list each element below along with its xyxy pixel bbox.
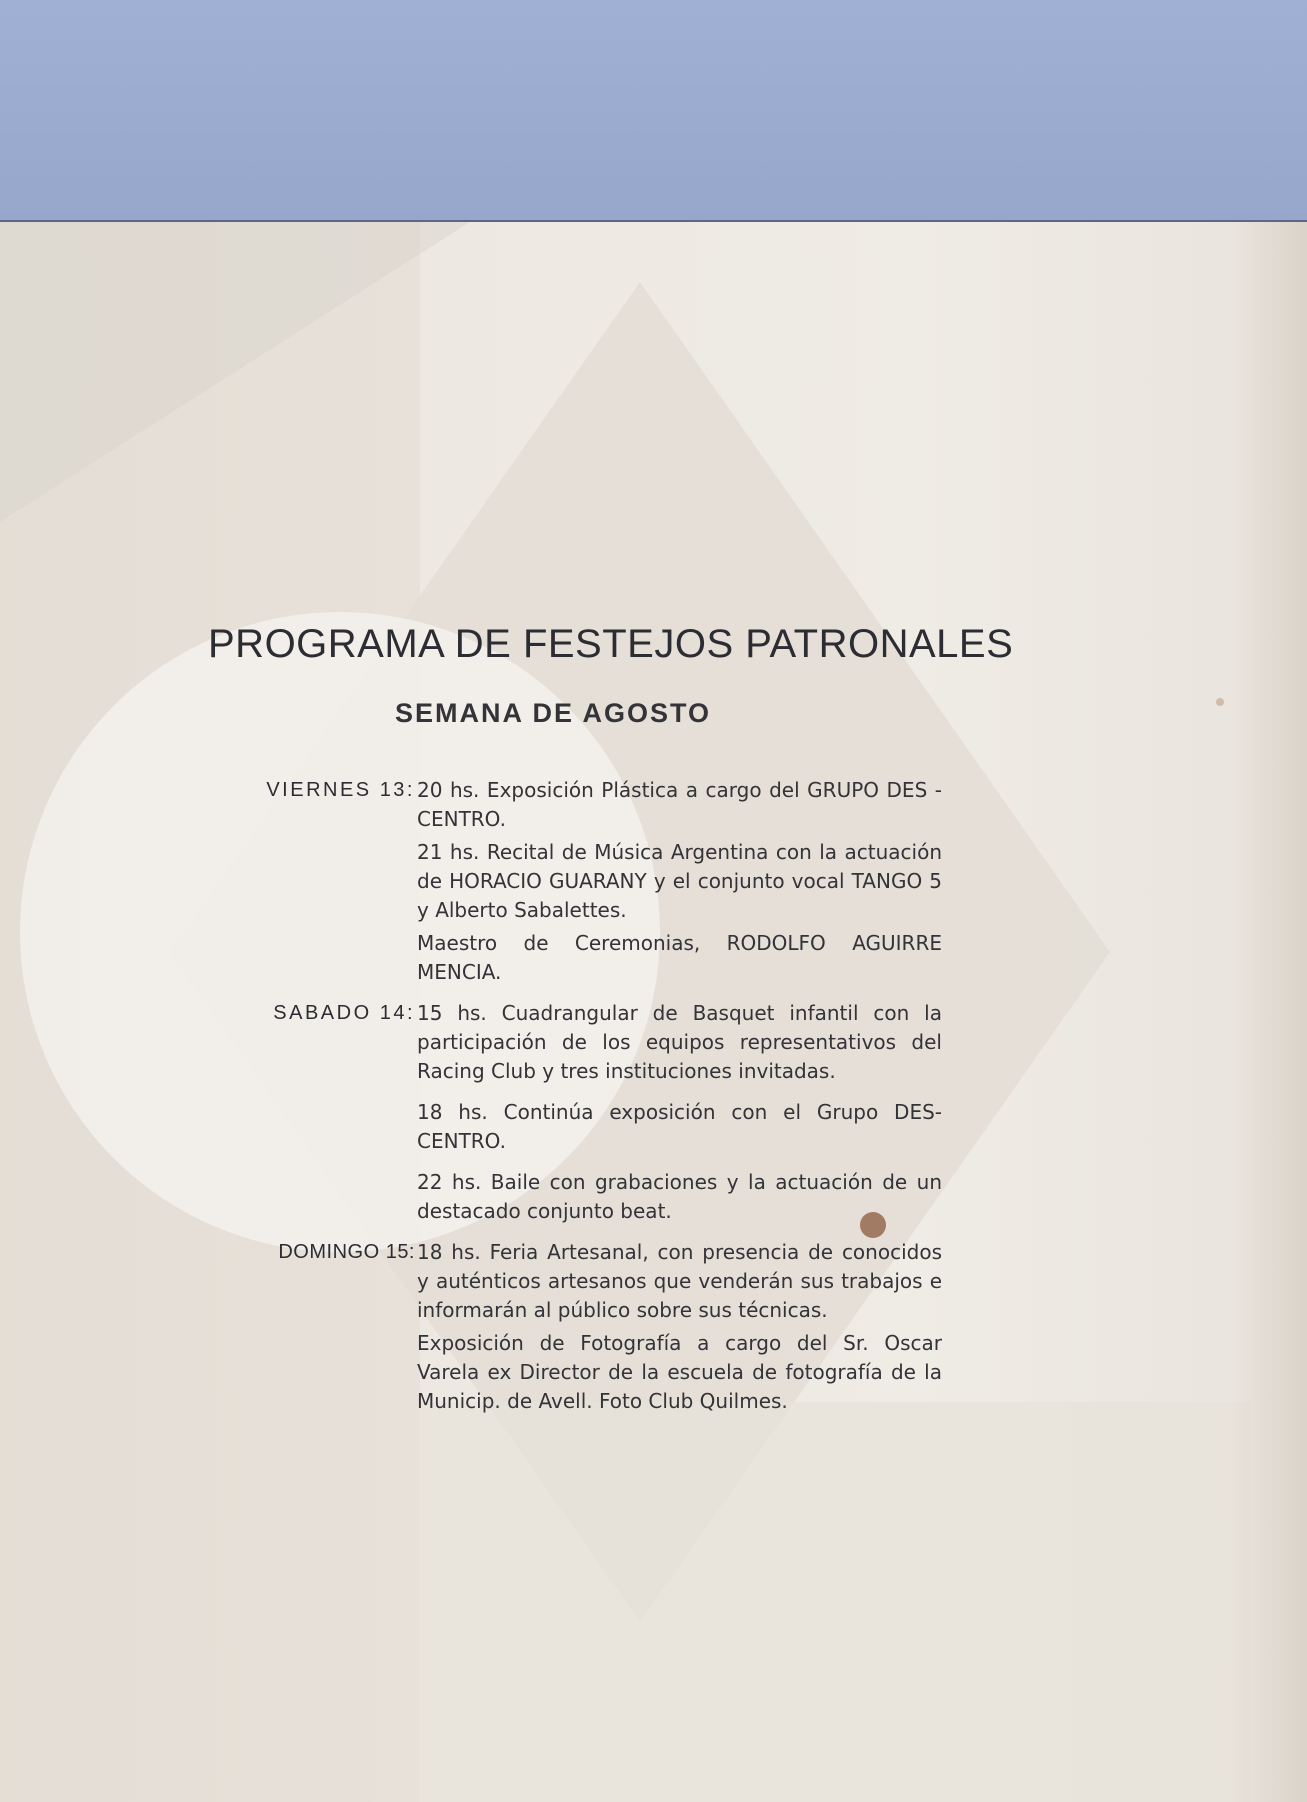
- schedule-entry: 20 hs. Exposición Plástica a cargo del GRUPO DES - CENTRO.: [417, 778, 942, 831]
- day-label: VIERNES 13:: [266, 779, 415, 801]
- day-label: DOMINGO 15:: [278, 1241, 415, 1263]
- schedule-entry: 15 hs. Cuadrangular de Basquet infantil con la participación de los equipos representativos del Racing Club y tres instituciones invitadas.: [417, 1001, 942, 1083]
- day-sunday: [248, 1238, 948, 1420]
- program-content: [0, 222, 1307, 1802]
- day-label: SABADO 14:: [273, 1002, 415, 1024]
- program-schedule: [248, 776, 948, 1420]
- schedule-entry: 22 hs. Baile con grabaciones y la actuación de un destacado conjunto beat.: [417, 1170, 942, 1223]
- schedule-entry: 18 hs. Feria Artesanal, con presencia de conocidos y auténticos artesanos que venderán sus trabajos e informarán al público sobre sus técnicas.: [417, 1240, 942, 1322]
- day-entries: [417, 1238, 942, 1420]
- day-entries: [417, 999, 942, 1238]
- scanner-background: [0, 0, 1307, 222]
- program-page: [0, 220, 1307, 1802]
- schedule-entry: Exposición de Fotografía a cargo del Sr. Oscar Varela ex Director de la escuela de fotografía de la Municip. de Avell. Foto Club Quilmes.: [417, 1331, 942, 1413]
- day-entries: [417, 776, 942, 999]
- page-title: PROGRAMA DE FESTEJOS PATRONALES: [208, 622, 1014, 666]
- day-saturday: [248, 999, 948, 1238]
- schedule-entry: Maestro de Ceremonias, RODOLFO AGUIRRE MENCIA.: [417, 931, 942, 984]
- schedule-entry: 21 hs. Recital de Música Argentina con la actuación de HORACIO GUARANY y el conjunto vocal TANGO 5 y Alberto Sabalettes.: [417, 840, 942, 922]
- schedule-entry: 18 hs. Continúa exposición con el Grupo DES-CENTRO.: [417, 1100, 942, 1153]
- day-friday: [248, 776, 948, 999]
- page-subtitle: SEMANA DE AGOSTO: [395, 698, 712, 728]
